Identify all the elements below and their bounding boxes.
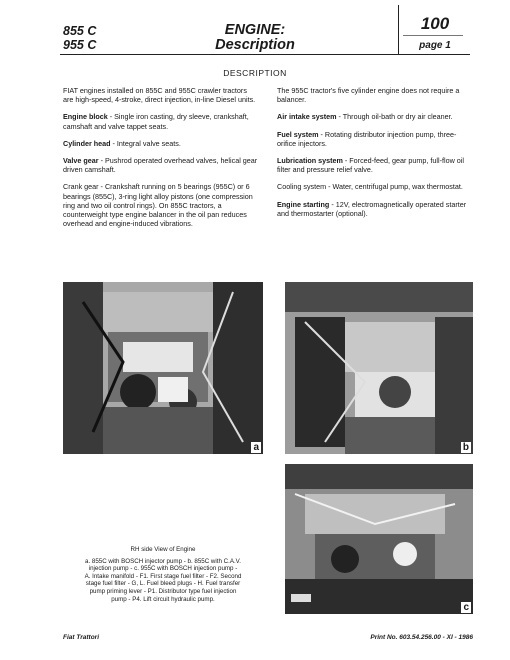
engine-block-text: - Single iron casting, dry sleeve, crankshaft, camshaft and valve tappet seats. (63, 112, 249, 131)
fuel-paragraph (277, 130, 473, 148)
cooling-paragraph: Cooling system - Water, centrifugal pump, wax thermostat. (277, 182, 463, 192)
cylinder-head-paragraph (63, 139, 259, 148)
valve-gear-label: Valve gear (63, 156, 99, 166)
valve-gear-paragraph (63, 156, 259, 174)
lube-label: Lubrication system (277, 156, 343, 166)
engine-block-paragraph (63, 112, 259, 130)
figure-label-c: c (463, 602, 469, 613)
page-label: page 1 (419, 40, 451, 51)
balancer-paragraph: The 955C tractor's five cylinder engine does not require a balancer. (277, 86, 460, 105)
cylinder-head-label: Cylinder head (63, 138, 111, 148)
engine-photo-c (285, 464, 473, 614)
fuel-label: Fuel system (277, 129, 319, 139)
photo-c (285, 464, 473, 614)
footer-publisher: Fiat Trattori (63, 634, 99, 641)
fuel-text: - Rotating distributor injection pump, three-orifice injectors. (277, 129, 457, 148)
model-955c: 955 C (63, 38, 97, 52)
figure-label-b: b (462, 442, 469, 453)
page-number: 100 (420, 14, 450, 33)
header-divider (398, 5, 399, 55)
model-855c: 855 C (63, 24, 97, 38)
figure-label-a: a (253, 442, 259, 453)
engine-photo-b (285, 282, 473, 454)
lube-paragraph (277, 156, 473, 174)
air-intake-text: - Through oil-bath or dry air cleaner. (336, 112, 453, 122)
starting-text: - 12V, electromagnetically operated starter and thermostarter (optional). (277, 199, 467, 218)
figure-caption (63, 546, 263, 603)
caption-line-1: a. 855C with BOSCH injector pump - b. 855C with C.A.V. (85, 557, 241, 565)
caption-line-5: pump priming lever - P1. Distributor type fuel injection (89, 587, 237, 595)
page-title: ENGINE: (224, 22, 286, 38)
intro-paragraph: FIAT engines installed on 855C and 955C crawler tractors are high-speed, 4-stroke, direct injection, in-line Diesel units. (63, 86, 256, 105)
engine-block-label: Engine block (63, 112, 108, 122)
caption-line-3: A. Intake manifold - F1. First stage fuel filter - F2. Second (84, 572, 242, 580)
cylinder-head-text: - Integral valve seats. (110, 138, 181, 148)
caption-line-6: pump - P4. Lift circuit hydraulic pump. (111, 595, 215, 603)
caption-line-4: stage fuel filter - G, L. Fuel bleed plugs - H. Fuel transfer (85, 580, 241, 588)
page-subtitle: Description (215, 37, 295, 53)
air-intake-label: Air intake system (277, 112, 337, 122)
page-number-rule (403, 35, 463, 36)
photo-b (285, 282, 473, 454)
engine-photo-a (63, 282, 263, 454)
footer-print-number: Print No. 603.54.256.00 - XI - 1986 (370, 634, 473, 641)
starting-paragraph (277, 200, 473, 218)
section-title: DESCRIPTION (223, 68, 287, 78)
crank-gear-paragraph: Crank gear - Crankshaft running on 5 bearings (955C) or 6 bearings (855C), 3-ring light alloy pistons (one compression ring and two oil control rings). On 855C tractors, a counterweight type engine balancer in the oil pan reduces overhead and engine-induced vibrations. (63, 182, 253, 229)
caption-line-2: injection pump - c. 955C with BOSCH injection pump - (88, 565, 238, 573)
air-intake-paragraph (277, 112, 473, 121)
left-column (63, 86, 259, 236)
photo-a (63, 282, 263, 454)
right-column (277, 86, 473, 226)
lube-text: - Forced-feed, gear pump, full-flow oil filter and pressure relief valve. (277, 156, 464, 175)
header-rule (60, 54, 470, 55)
starting-label: Engine starting (277, 199, 330, 209)
valve-gear-text: - Pushrod operated overhead valves, helical gear driven camshaft. (63, 156, 258, 175)
caption-title: RH side View of Engine (130, 546, 196, 553)
